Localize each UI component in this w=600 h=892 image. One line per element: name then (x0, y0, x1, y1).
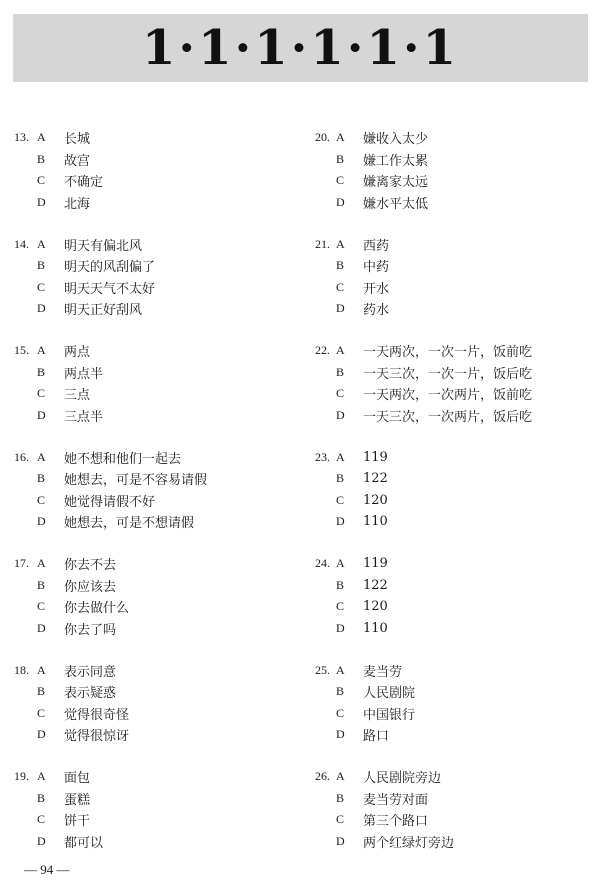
option-text: 表示疑惑 (64, 686, 117, 702)
answer-option (315, 255, 575, 277)
question-item (14, 127, 274, 234)
option-text: 第三个路口 (363, 814, 429, 830)
option-text: 你应该去 (64, 579, 117, 595)
option-text: 都可以 (64, 835, 104, 851)
answer-option (14, 703, 274, 725)
option-text: 122 (363, 577, 388, 593)
option-letter: B (336, 471, 345, 486)
option-letter: D (37, 833, 46, 848)
answer-option (14, 340, 274, 362)
option-text: 面包 (64, 771, 91, 787)
answer-option (14, 405, 274, 427)
answer-option (14, 490, 274, 512)
option-text: 嫌水平太低 (363, 196, 429, 212)
option-text: 119 (363, 556, 388, 572)
option-text: 饼干 (64, 814, 91, 830)
option-letter: C (336, 812, 345, 827)
answer-option (315, 468, 575, 490)
question-item (14, 766, 274, 873)
option-letter: B (37, 684, 46, 699)
option-letter: B (37, 471, 46, 486)
option-text: 西药 (363, 238, 390, 254)
option-letter: A (336, 556, 345, 571)
question-number: 19. (14, 769, 29, 784)
question-item (315, 340, 575, 447)
option-text: 两个红绿灯旁边 (363, 835, 455, 851)
answer-option (315, 703, 575, 725)
option-text: 她想去，可是不想请假 (64, 516, 195, 532)
answer-option (14, 511, 274, 533)
question-number: 16. (14, 449, 29, 464)
option-letter: C (37, 173, 46, 188)
option-letter: B (37, 790, 46, 805)
question-number: 23. (315, 449, 330, 464)
answer-option (315, 234, 575, 256)
option-letter: B (336, 258, 345, 273)
option-text: 蛋糕 (64, 792, 91, 808)
answer-option (315, 405, 575, 427)
option-letter: D (37, 727, 46, 742)
answer-option (315, 362, 575, 384)
answer-option (14, 766, 274, 788)
answer-option (14, 192, 274, 214)
option-letter: C (336, 599, 345, 614)
answer-option (14, 170, 274, 192)
question-item (14, 234, 274, 341)
question-number: 22. (315, 343, 330, 358)
answer-option (14, 255, 274, 277)
option-letter: C (37, 492, 46, 507)
option-letter: D (336, 727, 345, 742)
option-text: 一天三次，一次一片，饭后吃 (363, 366, 533, 382)
option-text: 三点 (64, 388, 91, 404)
question-number: 14. (14, 236, 29, 251)
answer-option (315, 340, 575, 362)
option-letter: A (37, 449, 46, 464)
answer-option (14, 553, 274, 575)
answer-option (14, 575, 274, 597)
option-letter: A (336, 343, 345, 358)
option-letter: B (37, 258, 46, 273)
option-text: 明天有偏北风 (64, 238, 143, 254)
option-letter: B (336, 790, 345, 805)
question-column-right (315, 127, 575, 873)
answer-option (14, 618, 274, 640)
question-item (315, 553, 575, 660)
option-text: 觉得很奇怪 (64, 707, 130, 723)
option-text: 三点半 (64, 409, 104, 425)
answer-option (315, 149, 575, 171)
answer-option (14, 681, 274, 703)
option-text: 你去不去 (64, 558, 117, 574)
option-text: 路口 (363, 729, 390, 745)
answer-option (14, 127, 274, 149)
question-number: 26. (315, 769, 330, 784)
answer-option (315, 575, 575, 597)
option-text: 她想去，可是不容易请假 (64, 473, 208, 489)
answer-option (14, 468, 274, 490)
option-text: 明天的风刮偏了 (64, 260, 156, 276)
question-number: 17. (14, 556, 29, 571)
answer-option (315, 724, 575, 746)
question-number: 15. (14, 343, 29, 358)
option-letter: C (37, 386, 46, 401)
option-text: 明天正好刮风 (64, 303, 143, 319)
option-text: 长城 (64, 132, 91, 148)
answer-option (14, 724, 274, 746)
option-letter: B (336, 577, 345, 592)
option-letter: A (336, 449, 345, 464)
option-text: 明天天气不太好 (64, 281, 156, 297)
option-text: 嫌收入太少 (363, 132, 429, 148)
question-item (315, 766, 575, 873)
question-number: 24. (315, 556, 330, 571)
option-letter: C (336, 492, 345, 507)
option-letter: A (37, 556, 46, 571)
option-letter: C (37, 705, 46, 720)
option-text: 两点 (64, 345, 91, 361)
option-letter: C (336, 386, 345, 401)
option-letter: A (336, 769, 345, 784)
option-text: 一天两次，一次一片，饭前吃 (363, 345, 533, 361)
option-letter: A (336, 236, 345, 251)
answer-option (14, 383, 274, 405)
option-text: 表示同意 (64, 664, 117, 680)
option-text: 你去了吗 (64, 622, 117, 638)
answer-option (315, 490, 575, 512)
option-letter: A (37, 662, 46, 677)
option-letter: A (37, 236, 46, 251)
answer-option (14, 447, 274, 469)
option-letter: C (37, 812, 46, 827)
question-number: 13. (14, 130, 29, 145)
option-letter: B (336, 684, 345, 699)
option-text: 麦当劳 (363, 664, 403, 680)
option-letter: D (336, 514, 345, 529)
option-letter: D (37, 407, 46, 422)
option-text: 人民剧院旁边 (363, 771, 442, 787)
option-text: 你去做什么 (64, 601, 130, 617)
banner-title: 1·1·1·1·1·1 (142, 20, 459, 76)
option-letter: D (336, 620, 345, 635)
question-number: 25. (315, 662, 330, 677)
question-item (315, 234, 575, 341)
answer-option (14, 234, 274, 256)
question-item (315, 447, 575, 554)
option-text: 两点半 (64, 366, 104, 382)
option-letter: D (37, 620, 46, 635)
option-text: 她觉得请假不好 (64, 494, 156, 510)
option-letter: A (37, 769, 46, 784)
answer-option (315, 809, 575, 831)
option-letter: A (37, 130, 46, 145)
answer-option (315, 788, 575, 810)
answer-option (315, 831, 575, 853)
option-text: 开水 (363, 281, 390, 297)
option-letter: D (336, 407, 345, 422)
answer-option (315, 170, 575, 192)
option-letter: C (37, 599, 46, 614)
answer-option (315, 127, 575, 149)
option-text: 故宫 (64, 153, 91, 169)
option-letter: C (336, 705, 345, 720)
option-text: 110 (363, 620, 388, 636)
option-letter: A (37, 343, 46, 358)
option-letter: D (37, 301, 46, 316)
question-number: 18. (14, 662, 29, 677)
answer-option (14, 596, 274, 618)
option-text: 嫌工作太累 (363, 153, 429, 169)
answer-option (315, 383, 575, 405)
answer-option (315, 511, 575, 533)
answer-option (14, 149, 274, 171)
answer-option (315, 596, 575, 618)
option-letter: C (336, 173, 345, 188)
option-text: 120 (363, 492, 388, 508)
option-letter: B (336, 364, 345, 379)
answer-option (14, 277, 274, 299)
option-letter: D (37, 194, 46, 209)
option-text: 122 (363, 471, 388, 487)
answer-option (14, 788, 274, 810)
option-letter: B (37, 364, 46, 379)
option-letter: C (37, 279, 46, 294)
question-item (315, 127, 575, 234)
option-text: 110 (363, 514, 388, 530)
answer-option (14, 298, 274, 320)
option-letter: B (336, 151, 345, 166)
answer-option (315, 298, 575, 320)
page-number: — 94 — (24, 862, 70, 877)
question-item (315, 660, 575, 767)
question-number: 21. (315, 236, 330, 251)
option-text: 觉得很惊讶 (64, 729, 130, 745)
answer-option (315, 447, 575, 469)
answer-option (14, 660, 274, 682)
answer-option (315, 681, 575, 703)
answer-option (315, 553, 575, 575)
option-text: 北海 (64, 196, 91, 212)
answer-option (315, 618, 575, 640)
answer-option (315, 277, 575, 299)
option-text: 麦当劳对面 (363, 792, 429, 808)
question-item (14, 553, 274, 660)
question-item (14, 447, 274, 554)
option-text: 一天两次，一次两片，饭前吃 (363, 388, 533, 404)
answer-option (14, 831, 274, 853)
option-text: 她不想和他们一起去 (64, 451, 182, 467)
option-letter: D (336, 301, 345, 316)
option-text: 不确定 (64, 175, 104, 191)
option-text: 120 (363, 599, 388, 615)
option-text: 药水 (363, 303, 390, 319)
question-item (14, 660, 274, 767)
option-letter: B (37, 151, 46, 166)
answer-option (14, 809, 274, 831)
answer-option (14, 362, 274, 384)
option-letter: A (336, 662, 345, 677)
option-text: 119 (363, 449, 388, 465)
option-letter: A (336, 130, 345, 145)
option-letter: D (336, 194, 345, 209)
question-column-left (14, 127, 274, 873)
option-text: 中国银行 (363, 707, 416, 723)
option-letter: C (336, 279, 345, 294)
option-text: 嫌离家太远 (363, 175, 429, 191)
option-letter: D (336, 833, 345, 848)
answer-option (315, 660, 575, 682)
answer-option (315, 192, 575, 214)
option-letter: B (37, 577, 46, 592)
question-item (14, 340, 274, 447)
option-text: 一天三次，一次两片，饭后吃 (363, 409, 533, 425)
header-banner (13, 14, 588, 82)
option-text: 中药 (363, 260, 390, 276)
option-text: 人民剧院 (363, 686, 416, 702)
answer-option (315, 766, 575, 788)
question-number: 20. (315, 130, 330, 145)
option-letter: D (37, 514, 46, 529)
